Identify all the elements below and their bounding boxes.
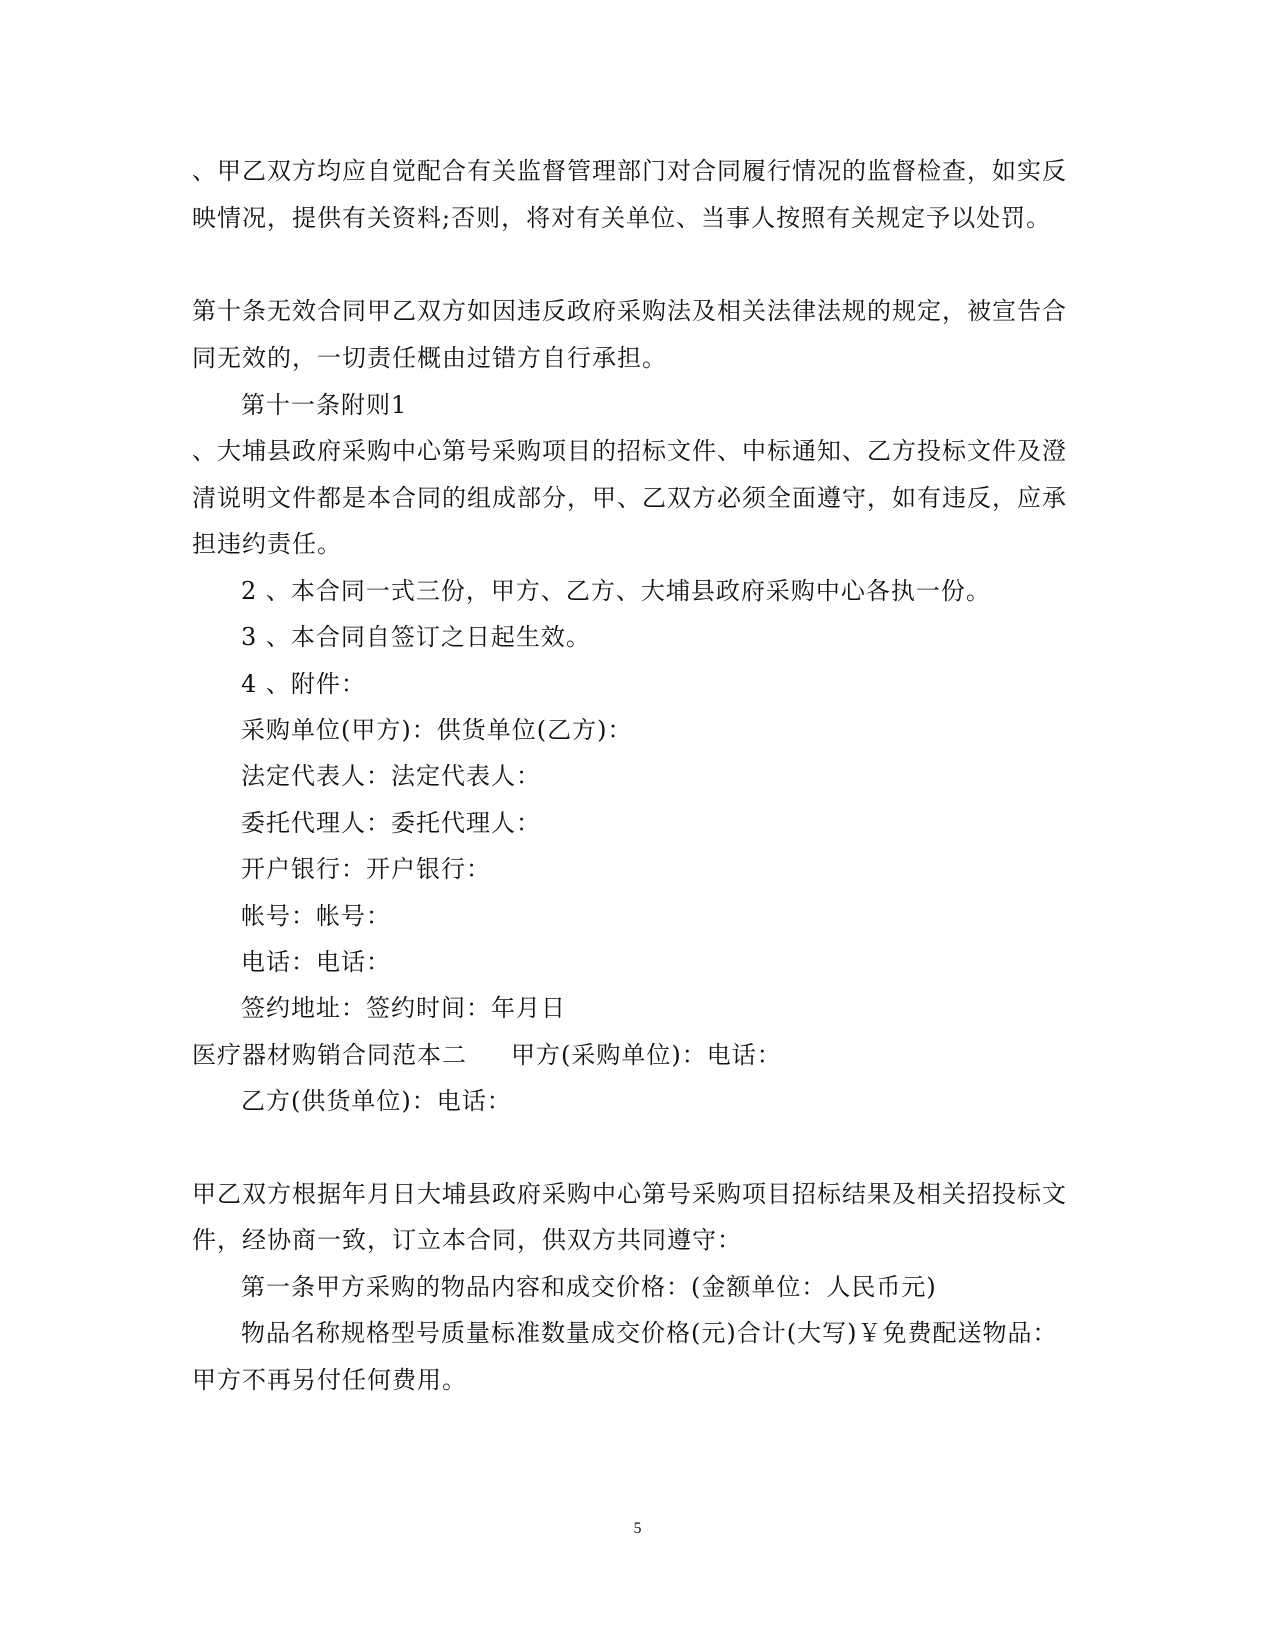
paragraph-line: 、甲乙双方均应自觉配合有关监督管理部门对合同履行情况的监督检查，如实反 — [192, 157, 1067, 185]
signature-field: 签约地址：签约时间：年月日 — [241, 994, 566, 1022]
document-title-line — [192, 1039, 782, 1071]
paragraph-line: 物品名称规格型号质量标准数量成交价格(元)合计(大写)￥免费配送物品： — [241, 1319, 1058, 1347]
paragraph-line: 第十条无效合同甲乙双方如因违反政府采购法及相关法律法规的规定，被宣告合 — [192, 297, 1067, 325]
signature-field: 采购单位(甲方)：供货单位(乙方)： — [241, 716, 633, 744]
signature-field: 委托代理人：委托代理人： — [241, 809, 541, 837]
section-heading: 第一条甲方采购的物品内容和成交价格：(金额单位：人民币元) — [241, 1273, 937, 1301]
contract-title: 医疗器材购销合同范本二 — [192, 1041, 467, 1069]
signature-field: 帐号：帐号： — [241, 902, 391, 930]
party-a-field: 甲方(采购单位)：电话： — [511, 1041, 782, 1069]
paragraph-line: 甲方不再另付任何费用。 — [192, 1366, 467, 1394]
paragraph-line: 甲乙双方根据年月日大埔县政府采购中心第号采购项目招标结果及相关招投标文 — [192, 1180, 1067, 1208]
signature-field: 开户银行：开户银行： — [241, 855, 491, 883]
clause-item: 3 、本合同自签订之日起生效。 — [241, 623, 591, 651]
paragraph-line: 件，经协商一致，订立本合同，供双方共同遵守： — [192, 1226, 742, 1254]
paragraph-line: 担违约责任。 — [192, 530, 342, 558]
party-b-field: 乙方(供货单位)：电话： — [241, 1087, 512, 1115]
clause-item: 2 、本合同一式三份，甲方、乙方、大埔县政府采购中心各执一份。 — [241, 577, 991, 605]
page-number: 5 — [633, 1520, 642, 1537]
paragraph-line: 同无效的，一切责任概由过错方自行承担。 — [192, 344, 667, 372]
paragraph-line: 、大埔县政府采购中心第号采购项目的招标文件、中标通知、乙方投标文件及澄 — [192, 437, 1067, 465]
paragraph-line: 清说明文件都是本合同的组成部分，甲、乙双方必须全面遵守，如有违反，应承 — [192, 484, 1067, 512]
paragraph-line: 映情况，提供有关资料;否则，将对有关单位、当事人按照有关规定予以处罚。 — [192, 204, 1052, 232]
clause-item: 4 、附件： — [241, 670, 366, 698]
signature-field: 法定代表人：法定代表人： — [241, 762, 541, 790]
signature-field: 电话：电话： — [241, 948, 391, 976]
section-heading: 第十一条附则1 — [241, 391, 408, 419]
